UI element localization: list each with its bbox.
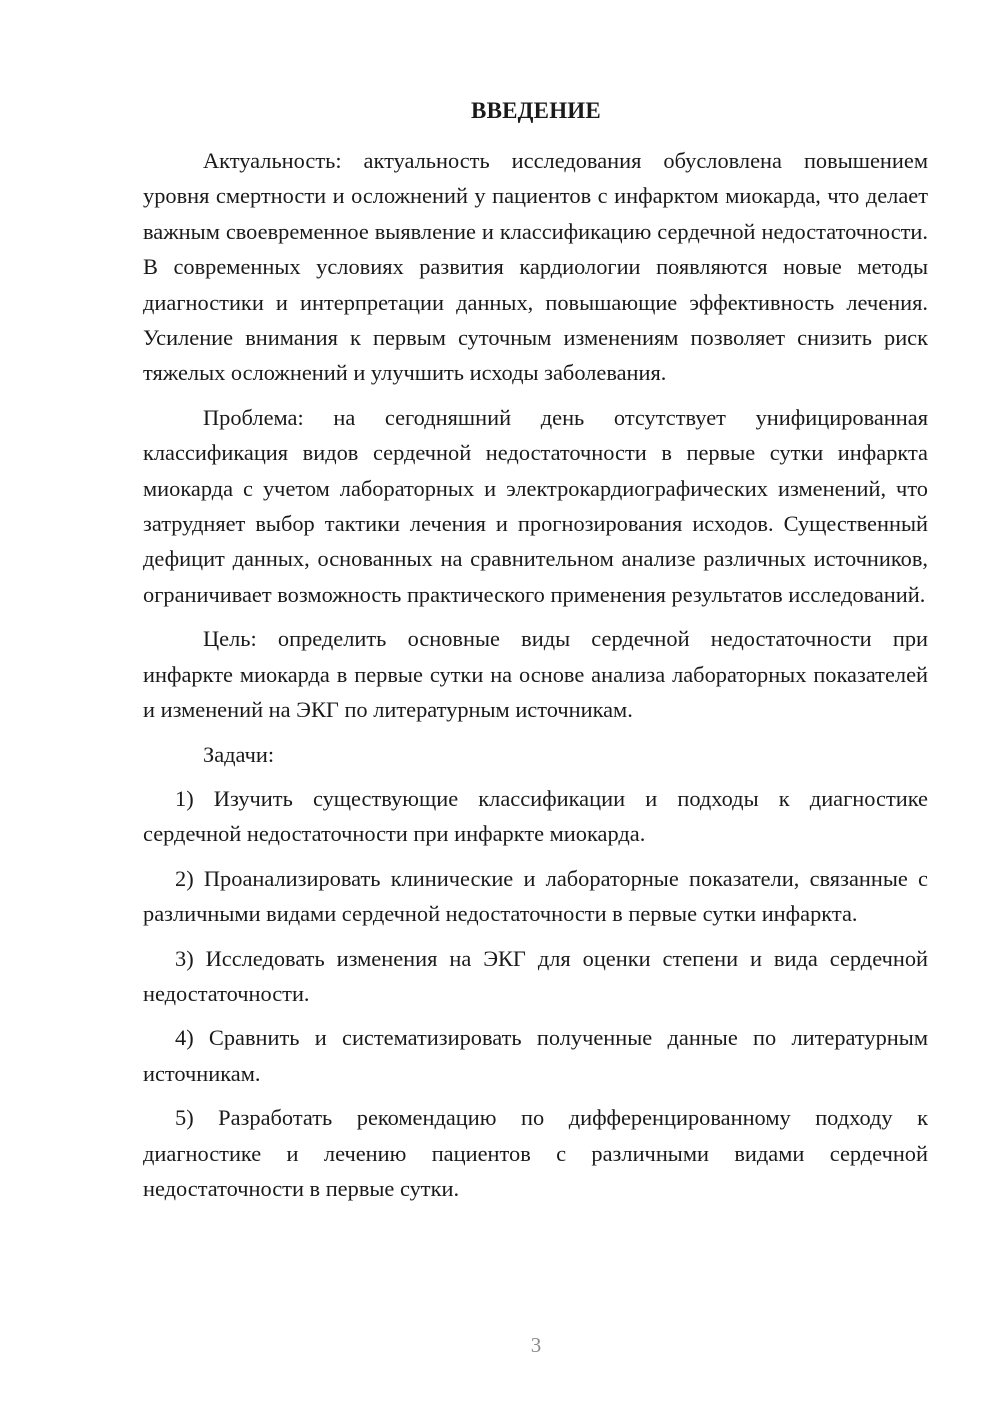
paragraph-problem: Проблема: на сегодняшний день отсутствует унифицированная классификация видов сердечной недостаточности в первые сутки инфаркта миокарда с учетом лабораторных и электрокардиографических изменений, что затрудняет выбор тактики лечения и прогнозирования исходов. Существенный дефицит данных, основанных на сравнительном анализе различных источников, ограничивает возможность практического применения результатов исследований. <box>143 404 928 607</box>
task-item-5: 5) Разработать рекомендацию по дифференцированному подходу к диагностике и лечению пациентов с различными видами сердечной недостаточности в первые сутки. <box>143 1105 928 1201</box>
task-item-2: 2) Проанализировать клинические и лабораторные показатели, связанные с различными видами сердечной недостаточности в первые сутки инфаркта. <box>143 865 928 927</box>
page-heading: ВВЕДЕНИЕ <box>471 98 601 123</box>
page-number: 3 <box>530 1333 542 1357</box>
task-item-3: 3) Исследовать изменения на ЭКГ для оценки степени и вида сердечной недостаточности. <box>143 945 928 1006</box>
task-item-1: 1) Изучить существующие классификации и подходы к диагностике сердечной недостаточности при инфаркте миокарда. <box>143 785 928 847</box>
paragraph-relevance: Актуальность: актуальность исследования обусловлена повышением уровня смертности и осложнений у пациентов с инфарктом миокарда, что делает важным своевременное выявление и классификацию сердечной недостаточности. В современных условиях развития кардиологии появляются новые методы диагностики и интерпретации данных, повышающие эффективность лечения. Усиление внимания к первым суточным изменениям позволяет снизить риск тяжелых осложнений и улучшить исходы заболевания. <box>143 148 928 386</box>
document-body <box>143 143 928 1206</box>
paragraph-goal: Цель: определить основные виды сердечной недостаточности при инфаркте миокарда в первые сутки на основе анализа лабораторных показателей и изменений на ЭКГ по литературным источникам. <box>143 626 928 723</box>
task-list <box>143 781 928 1206</box>
tasks-label: Задачи: <box>203 741 275 767</box>
task-item-4: 4) Сравнить и систематизировать полученные данные по литературным источникам. <box>143 1025 928 1086</box>
